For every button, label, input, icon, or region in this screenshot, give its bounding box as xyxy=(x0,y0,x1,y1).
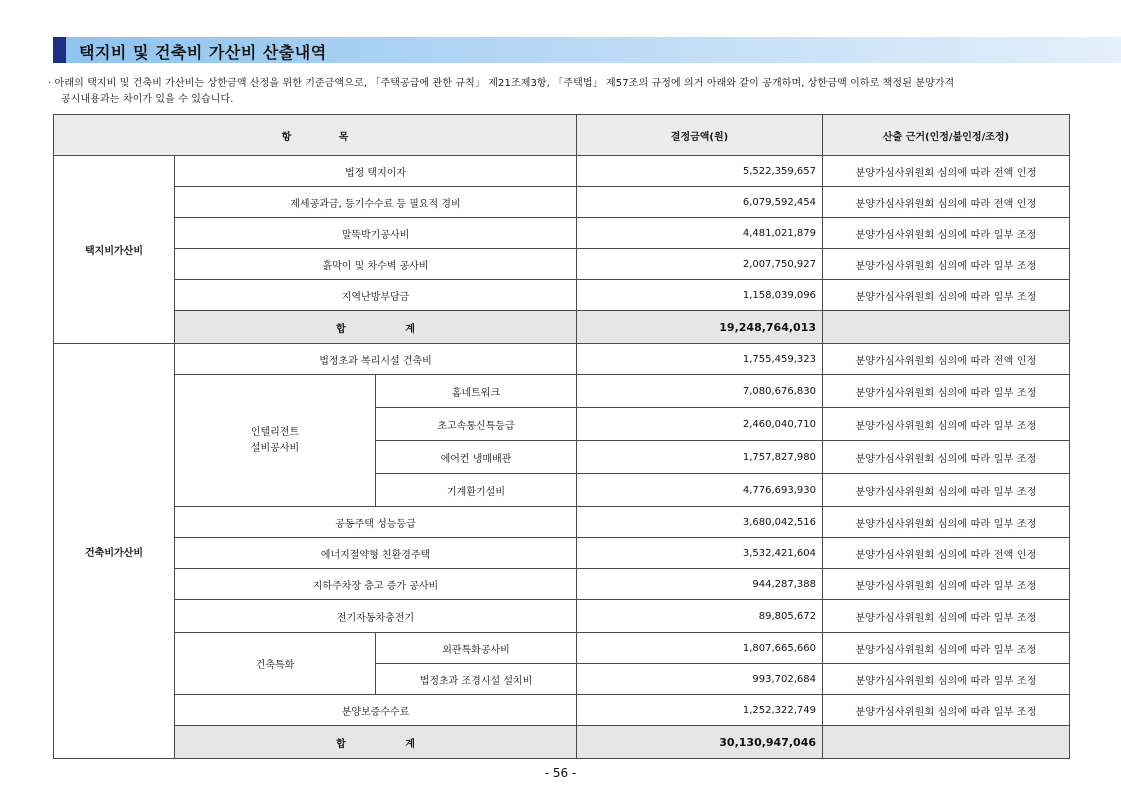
section-title-bar xyxy=(53,37,1121,63)
item-amount: 6,079,592,454 xyxy=(577,187,823,218)
item-basis: 분양가심사위원회 심의에 따라 일부 조정 xyxy=(823,375,1070,408)
note-line-2: 공시내용과는 차이가 있을 수 있습니다. xyxy=(61,94,234,105)
section-title: 택지비 및 건축비 가산비 산출내역 xyxy=(79,43,327,62)
item-amount: 1,807,665,660 xyxy=(577,633,823,664)
cost-table xyxy=(53,114,1070,759)
item-amount: 1,252,322,749 xyxy=(577,695,823,726)
item-amount: 3,532,421,604 xyxy=(577,538,823,569)
table-row xyxy=(54,187,1070,218)
item-amount: 2,460,040,710 xyxy=(577,408,823,441)
item-name: 분양보증수수료 xyxy=(175,695,577,726)
item-name: 전기자동차충전기 xyxy=(175,600,577,633)
build-total-amount: 30,130,947,046 xyxy=(577,726,823,759)
item-name: 에어컨 냉매배관 xyxy=(376,441,577,474)
item-basis: 분양가심사위원회 심의에 따라 일부 조정 xyxy=(823,218,1070,249)
table-row xyxy=(54,507,1070,538)
header-item: 항 목 xyxy=(54,115,577,156)
item-basis: 분양가심사위원회 심의에 따라 일부 조정 xyxy=(823,280,1070,311)
item-amount: 5,522,359,657 xyxy=(577,156,823,187)
land-total-amount: 19,248,764,013 xyxy=(577,311,823,344)
land-total-row xyxy=(54,311,1070,344)
intel-group-label xyxy=(175,375,376,507)
item-amount: 1,755,459,323 xyxy=(577,344,823,375)
table-row xyxy=(54,156,1070,187)
item-basis: 분양가심사위원회 심의에 따라 일부 조정 xyxy=(823,633,1070,664)
item-basis: 분양가심사위원회 심의에 따라 전액 인정 xyxy=(823,538,1070,569)
item-basis: 분양가심사위원회 심의에 따라 일부 조정 xyxy=(823,507,1070,538)
item-name: 제세공과금, 등기수수료 등 필요적 경비 xyxy=(175,187,577,218)
item-amount: 4,776,693,930 xyxy=(577,474,823,507)
item-name: 법정초과 조경시설 설치비 xyxy=(376,664,577,695)
item-name: 말뚝박기공사비 xyxy=(175,218,577,249)
item-basis: 분양가심사위원회 심의에 따라 전액 인정 xyxy=(823,187,1070,218)
item-basis: 분양가심사위원회 심의에 따라 일부 조정 xyxy=(823,408,1070,441)
total-label: 합 계 xyxy=(175,311,577,344)
item-name: 지하주차장 층고 증가 공사비 xyxy=(175,569,577,600)
item-amount: 1,757,827,980 xyxy=(577,441,823,474)
item-name: 초고속통신특등급 xyxy=(376,408,577,441)
special-group-label: 건축특화 xyxy=(175,633,376,695)
total-basis-empty xyxy=(823,311,1070,344)
item-amount: 1,158,039,096 xyxy=(577,280,823,311)
item-basis: 분양가심사위원회 심의에 따라 일부 조정 xyxy=(823,664,1070,695)
item-amount: 3,680,042,516 xyxy=(577,507,823,538)
item-name: 외관특화공사비 xyxy=(376,633,577,664)
disclosure-note xyxy=(48,76,1078,108)
item-amount: 7,080,676,830 xyxy=(577,375,823,408)
item-basis: 분양가심사위원회 심의에 따라 일부 조정 xyxy=(823,474,1070,507)
table-header-row xyxy=(54,115,1070,156)
group-label-land: 택지비가산비 xyxy=(54,156,175,344)
item-amount: 2,007,750,927 xyxy=(577,249,823,280)
item-basis: 분양가심사위원회 심의에 따라 일부 조정 xyxy=(823,441,1070,474)
table-row xyxy=(54,695,1070,726)
table-row xyxy=(54,344,1070,375)
item-name: 에너지절약형 친환경주택 xyxy=(175,538,577,569)
item-basis: 분양가심사위원회 심의에 따라 전액 인정 xyxy=(823,344,1070,375)
table-row xyxy=(54,218,1070,249)
intel-label-line-2: 설비공사비 xyxy=(250,442,300,454)
header-amount: 결정금액(원) xyxy=(577,115,823,156)
build-total-row xyxy=(54,726,1070,759)
group-label-build: 건축비가산비 xyxy=(54,344,175,759)
item-name: 기계환기설비 xyxy=(376,474,577,507)
table-row xyxy=(54,600,1070,633)
page-number: - 56 - xyxy=(544,766,577,780)
item-basis: 분양가심사위원회 심의에 따라 일부 조정 xyxy=(823,600,1070,633)
table-row xyxy=(54,538,1070,569)
total-basis-empty xyxy=(823,726,1070,759)
item-basis: 분양가심사위원회 심의에 따라 일부 조정 xyxy=(823,249,1070,280)
table-row xyxy=(54,280,1070,311)
item-basis: 분양가심사위원회 심의에 따라 일부 조정 xyxy=(823,695,1070,726)
item-basis: 분양가심사위원회 심의에 따라 일부 조정 xyxy=(823,569,1070,600)
item-name: 공동주택 성능등급 xyxy=(175,507,577,538)
title-marker xyxy=(53,37,66,63)
item-amount: 4,481,021,879 xyxy=(577,218,823,249)
header-basis: 산출 근거(인정/불인정/조정) xyxy=(823,115,1070,156)
item-name: 법정 택지이자 xyxy=(175,156,577,187)
item-name: 홈네트워크 xyxy=(376,375,577,408)
intel-label-line-1: 인텔리전트 xyxy=(250,426,300,438)
note-line-1: · 아래의 택지비 및 건축비 가산비는 상한금액 산정을 위한 기준금액으로, 「주택공급에 관한 규칙」 제21조제3항, 「주택법」 제57조의 규정에 의거 아래와 같이 공개하며, 상한금액 이하로 책정된 분양가격 xyxy=(48,78,955,89)
item-amount: 944,287,388 xyxy=(577,569,823,600)
table-row xyxy=(54,249,1070,280)
total-label: 합 계 xyxy=(175,726,577,759)
item-name: 지역난방부담금 xyxy=(175,280,577,311)
item-name: 흙막이 및 차수벽 공사비 xyxy=(175,249,577,280)
item-amount: 993,702,684 xyxy=(577,664,823,695)
item-name: 법정초과 복리시설 건축비 xyxy=(175,344,577,375)
item-amount: 89,805,672 xyxy=(577,600,823,633)
table-row xyxy=(54,569,1070,600)
table-row xyxy=(54,375,1070,408)
item-basis: 분양가심사위원회 심의에 따라 전액 인정 xyxy=(823,156,1070,187)
table-row xyxy=(54,633,1070,664)
